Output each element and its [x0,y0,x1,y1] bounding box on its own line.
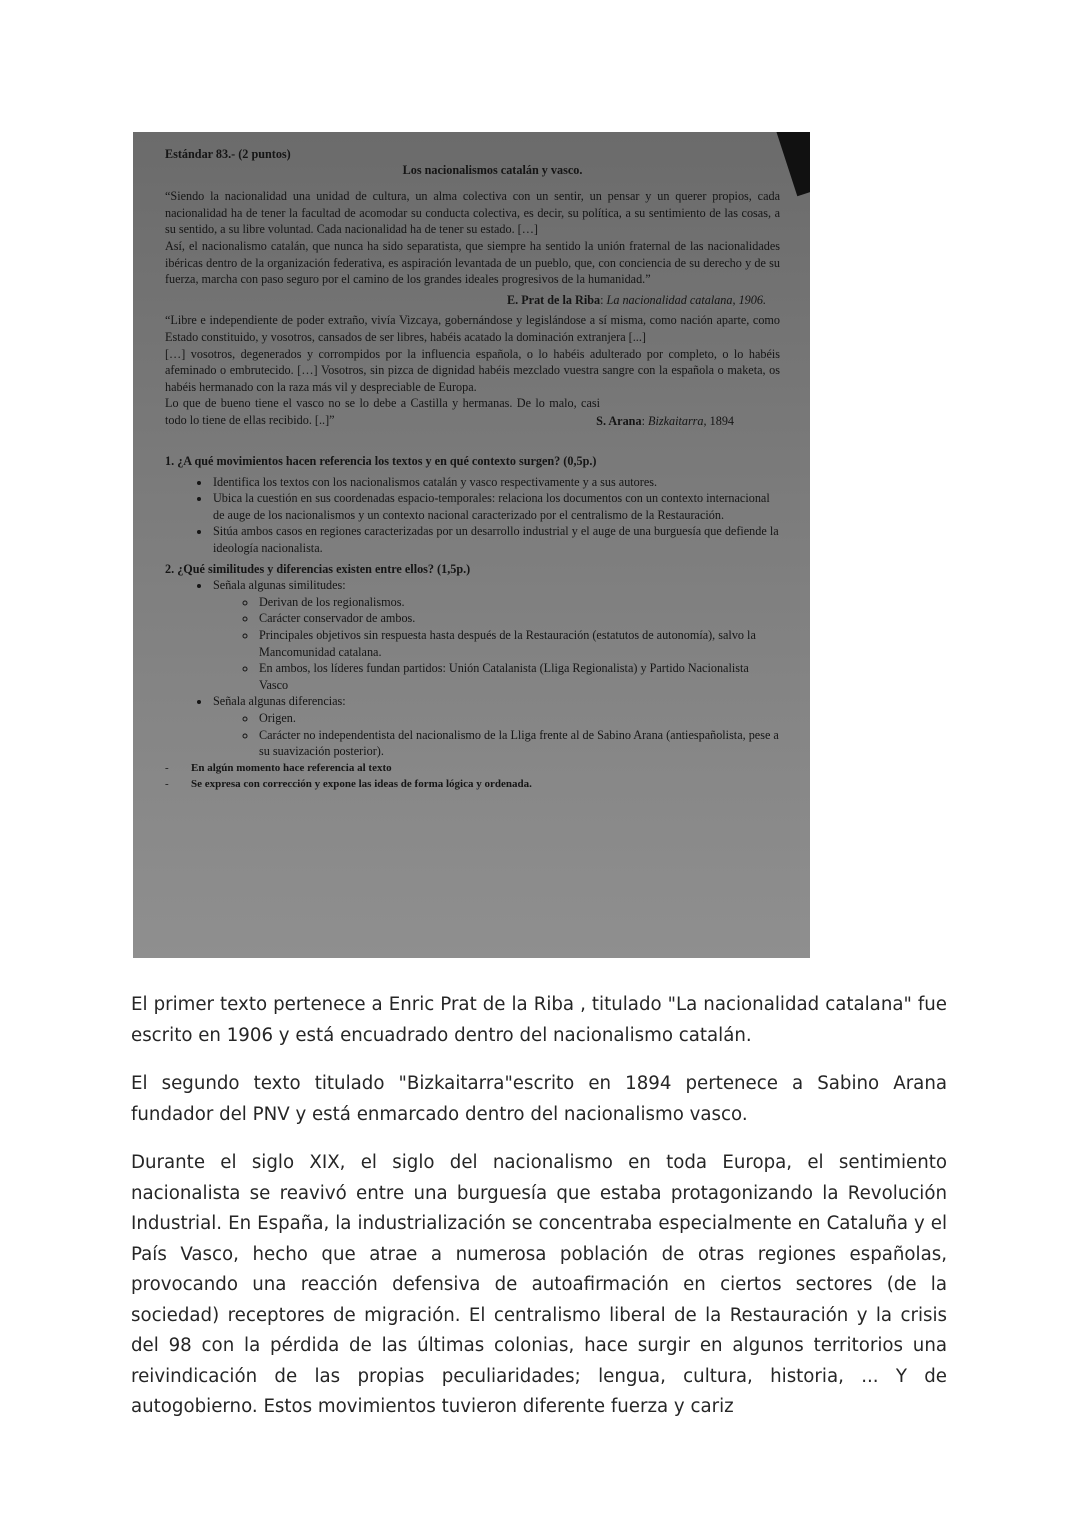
list-item: • Identifica los textos con los nacionalismos catalán y vasco respectivamente y a sus autores. [211,474,780,491]
differences-item [211,693,780,759]
author-2-name: S. Arana [596,413,642,428]
question-2-title: 2. ¿Qué similitudes y diferencias existen entre ellos? (1,5p.) [165,561,471,576]
paragraph-3: Durante el siglo XIX, el siglo del nacionalismo en toda Europa, el sentimiento nacionalista se reavivó entre una burguesía que estaba protagonizando la Revolución Industrial. En España, la industrialización se concentraba especialmente en Cataluña y el País Vasco, hecho que atrae a numerosa población de otras regiones españolas, provocando una reacción defensiva de autoafirmación en ciertos sectores (de la sociedad) receptores de migración. El centralismo liberal de la Restauración y la crisis del 98 con la pérdida de las últimas colonias, hace surgir en algunos territorios una reivindicación de las propias peculiaridades; lengua, cultura, historia, ... Y de autogobierno. Estos movimientos tuvieron diferente fuerza y cariz [131,1152,947,1417]
paragraph-2: El segundo texto titulado "Bizkaitarra"escrito en 1894 pertenece a Sabino Arana fundador del PNV y está enmarcado dentro del nacionalismo vasco. [131,1073,947,1125]
paragraph-1: El primer texto pertenece a Enric Prat de la Riba , titulado "La nacionalidad catalana" fue escrito en 1906 y está encuadrado dentro del nacionalismo catalán. [131,994,947,1046]
list-item: • Ubica la cuestión en sus coordenadas espacio-temporales: relaciona los documentos con un contexto internacional de auge de los nacionalismos y un contexto nacional caracterizado por el centralismo de la Restauración. [211,490,780,523]
exam-sheet-photo [133,132,810,958]
list-item: - En algún momento hace referencia al texto [191,760,780,777]
list-item: ◦ Carácter conservador de ambos. [257,610,780,627]
list-item: - Se expresa con corrección y expone las ideas de forma lógica y ordenada. [191,776,780,793]
similarities-item [211,577,780,693]
author-2-work: Bizkaitarra, [648,413,707,428]
list-item: ◦ En ambos, los líderes fundan partidos: Unión Catalanista (Lliga Regionalista) y Partido Nacionalista Vasco [257,660,780,693]
source-text-2c: Lo que de bueno tiene el vasco no se lo debe a Castilla y hermanas. De lo malo, casi todo lo tiene de ellas recibido. [..]” [165,396,600,427]
list-item: ◦ Carácter no independentista del nacionalismo de la Lliga frente al de Sabino Arana (antiespañolista, pese a su suavización posterior). [257,727,780,760]
source-text-2: “Libre e independiente de poder extraño, vivía Vizcaya, gobernándose y legislándose a sí misma, como nación aparte, como Estado constituido, y vosotros, cansados de ser libres, habéis acatado la dominación extranjera [...] [165,313,780,344]
differences-list [213,710,780,760]
source-text-2b: […] vosotros, degenerados y corrompidos por la influencia española, o lo habéis adulterado por completo, o lo habéis afeminado o embrutecido. […] Vosotros, sin pizca de dignidad habéis mezclado vuestra sangre con la española o maketa, os habéis hermanado con la raza más vil y despreciable de Europa. [165,346,780,394]
list-item: ◦ Principales objetivos sin respuesta hasta después de la Restauración (estatutos de autonomía), salvo la Mancomunidad catalana. [257,627,780,660]
exam-title: Los nacionalismos catalán y vasco. [402,162,583,177]
essay-body [131,990,947,1441]
author-1-name: E. Prat de la Riba [507,292,601,307]
list-item: • Sitúa ambos casos en regiones caracterizadas por un desarrollo industrial y el auge de una burguesía que defiende la ideología nacionalista. [211,523,780,556]
grading-criteria [165,760,780,793]
author-2-year: 1894 [709,413,734,428]
question-1-title: 1. ¿A qué movimientos hacen referencia los textos y en qué contexto surgen? (0,5p.) [165,454,597,469]
source-text-1b: Así, el nacionalismo catalán, que nunca ha sido separatista, que siempre ha sentido la unión fraternal de las nacionalidades ibéricas dentro de la organización federativa, es aspiración levantada de un pueblo, que, con conciencia de su derecho y de su fuerza, marcha con paso seguro por el camino de los grandes ideales progresivos de la humanidad.” [165,238,780,287]
list-item: ◦ Derivan de los regionalismos. [257,594,780,611]
source-text-1: “Siendo la nacionalidad una unidad de cultura, un alma colectiva con un sentir, un pensar y un querer propios, cada nacionalidad ha de tener la facultad de acomodar su conducta colectiva, es decir, su política, a su sentimiento de las cosas, a su sentido, a su libre voluntad. Cada nacionalidad ha de tener su estado. […] [165,189,780,237]
list-item: ◦ Origen. [257,710,780,727]
source-2-attribution: S. Arana: Bizkaitarra, 1894 [596,413,734,428]
source-1-attribution: E. Prat de la Riba: La nacionalidad catalana, 1906. [507,292,766,307]
differences-label: Señala algunas diferencias: [213,694,346,709]
similarities-label: Señala algunas similitudes: [213,578,346,593]
similarities-list [213,594,780,694]
question-2-list [165,577,780,760]
question-1-list [165,474,780,557]
author-1-work: La nacionalidad catalana, 1906. [606,292,766,307]
standard-heading: Estándar 83.- (2 puntos) [165,147,291,161]
